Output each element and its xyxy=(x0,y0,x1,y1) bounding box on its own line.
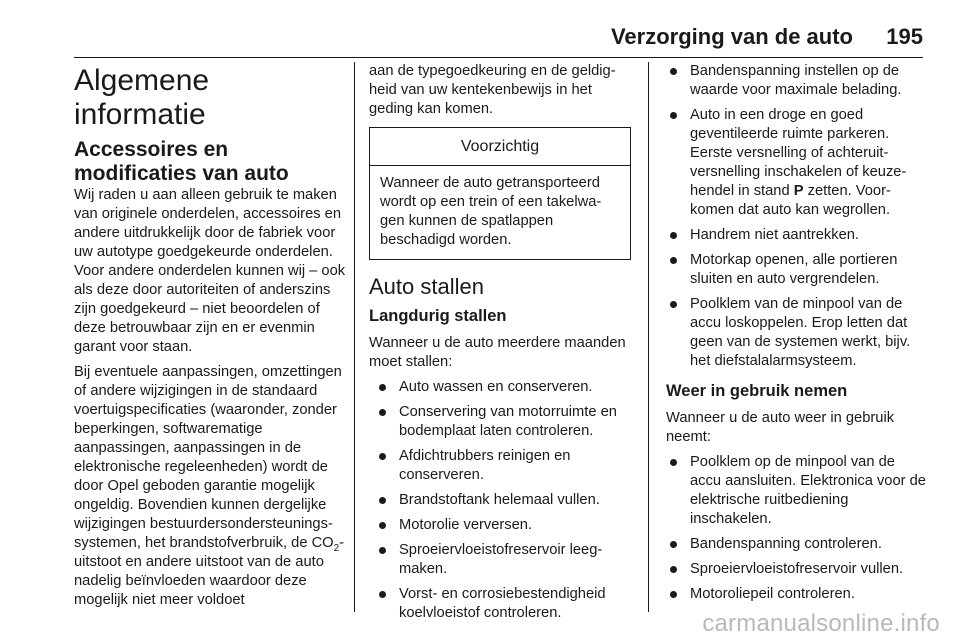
bullet-icon xyxy=(670,566,677,573)
list-item-text: Afdichtrubbers reinigen en conserveren. xyxy=(399,448,571,483)
list-item xyxy=(666,251,928,289)
list-item xyxy=(666,62,928,100)
list-item xyxy=(666,535,928,554)
bullet-icon xyxy=(379,384,386,391)
list-item xyxy=(369,541,631,579)
caution-title: Voorzichtig xyxy=(370,128,630,166)
bullet-icon xyxy=(379,453,386,460)
list-item xyxy=(369,447,631,485)
column-1 xyxy=(74,62,346,612)
bullet-icon xyxy=(670,112,677,119)
list-item xyxy=(666,106,928,220)
bullet-icon xyxy=(670,459,677,466)
list-item-text: Poolklem op de minpool van de accu aansluiten. Elektronica voor de elektrische ruitbediening inschakelen. xyxy=(690,454,926,527)
list-item xyxy=(369,516,631,535)
list-item-text: Auto in een droge en goed geventileerde ruimte parkeren. Eerste versnelling of achteruitversnelling inschakelen of keuzehendel in stand P zetten. Voorkomen dat auto kan wegrollen. xyxy=(690,107,907,218)
bullet-icon xyxy=(379,522,386,529)
column-3 xyxy=(666,62,928,612)
recommission-intro: Wanneer u de auto weer in gebruik neemt: xyxy=(666,410,895,445)
list-item-text: Brandstoftank helemaal vullen. xyxy=(399,492,600,508)
list-item-text: Poolklem van de minpool van de accu loskoppelen. Erop letten dat geen van de systemen werkt, bijv. het diefstalalarmsysteem. xyxy=(690,296,911,369)
bullet-icon xyxy=(670,541,677,548)
section-heading: Algemene informatie xyxy=(74,64,210,131)
paragraph-continued: aan de typegoedkeuring en de geldigheid van uw kentekenbewijs in het geding kan komen. xyxy=(369,63,616,117)
list-item-text: Sproeiervloeistofreservoir leegmaken. xyxy=(399,542,603,577)
chapter-title: Verzorging van de auto xyxy=(610,24,853,49)
list-item-text: Vorst- en corrosiebestendigheid koelvloeistof controleren. xyxy=(399,586,606,621)
list-item-text: Motorolie verversen. xyxy=(399,517,533,533)
watermark: carmanualsonline.info xyxy=(702,610,940,637)
list-item xyxy=(666,560,928,579)
bullet-icon xyxy=(670,301,677,308)
list-item xyxy=(666,453,928,529)
list-item xyxy=(369,491,631,510)
list-item-text: Motorkap openen, alle portieren sluiten en auto vergrendelen. xyxy=(690,252,898,287)
list-item-text: Handrem niet aantrekken. xyxy=(690,227,859,243)
header-rule xyxy=(74,57,923,58)
caution-text: Wanneer de auto getransporteerd wordt op een trein of een takelwagen kunnen de spatlappen beschadigd worden. xyxy=(380,175,602,248)
bullet-icon xyxy=(670,257,677,264)
bullet-icon xyxy=(379,497,386,504)
storage-list xyxy=(369,378,631,623)
subsection-heading-long-storage: Langdurig stallen xyxy=(369,307,507,325)
paragraph-accessories: Wij raden u aan alleen gebruik te maken van originele onderdelen, accessoires en andere uitdrukkelijk door de fabriek voor uw autotype goedgekeurde onderdelen. Voor andere onderdelen kunnen wij – ook als deze door autoriteiten of anderszins zijn goedgekeurd – niet beoordelen of deze betrouwbaar zijn en er evenmin garant voor staan. xyxy=(74,187,346,355)
list-item xyxy=(369,378,631,397)
list-item-text: Auto wassen en conserveren. xyxy=(399,379,593,395)
section-heading-storage: Auto stallen xyxy=(369,274,484,299)
list-item-text: Bandenspanning instellen op de waarde voor maximale belading. xyxy=(690,63,902,98)
list-item-text: Motoroliepeil controleren. xyxy=(690,586,855,602)
bullet-icon xyxy=(670,591,677,598)
paragraph-text-cont: -uitstoot en andere uitstoot van de auto nadelig beïnvloeden waardoor deze mogelijk niet meer voldoet xyxy=(74,535,345,608)
subsection-heading-recommission: Weer in gebruik nemen xyxy=(666,382,848,400)
list-item xyxy=(369,403,631,441)
storage-list-continued xyxy=(666,62,928,371)
list-item-text: Bandenspanning controleren. xyxy=(690,536,882,552)
bullet-icon xyxy=(379,591,386,598)
bullet-icon xyxy=(379,409,386,416)
column-2 xyxy=(369,62,631,621)
page-number: 195 xyxy=(886,24,923,49)
caution-box xyxy=(369,127,631,260)
column-divider-1 xyxy=(354,62,355,612)
bullet-icon xyxy=(670,232,677,239)
paragraph-text: Bij eventuele aanpassingen, omzettingen of andere wijzigingen in de standaard voertuigspecificaties (waaronder, zonder beperkingen, softwarematige aanpassingen, aanpassingen in de elektronische regeleenheden) wordt de door Opel geboden garantie mogelijk ongeldig. Bovendien kunnen dergelijke wijzigingen bestuurdersondersteuningssystemen, het brandstofverbruik, de CO xyxy=(74,364,342,551)
list-item xyxy=(666,585,928,604)
storage-intro: Wanneer u de auto meerdere maanden moet stallen: xyxy=(369,335,626,370)
recommission-list xyxy=(666,453,928,604)
list-item-text: Conservering van motorruimte en bodemplaat laten controleren. xyxy=(399,404,617,439)
co2-subscript: 2 xyxy=(333,542,340,554)
paragraph-modifications xyxy=(74,363,346,610)
page-header xyxy=(0,0,960,62)
list-item xyxy=(369,585,631,623)
list-item-text: Sproeiervloeistofreservoir vullen. xyxy=(690,561,904,577)
subsection-heading: Accessoires en modificaties van auto xyxy=(74,138,289,185)
list-item xyxy=(666,295,928,371)
list-item xyxy=(666,226,928,245)
bullet-icon xyxy=(379,547,386,554)
bullet-icon xyxy=(670,68,677,75)
column-divider-2 xyxy=(648,62,649,612)
